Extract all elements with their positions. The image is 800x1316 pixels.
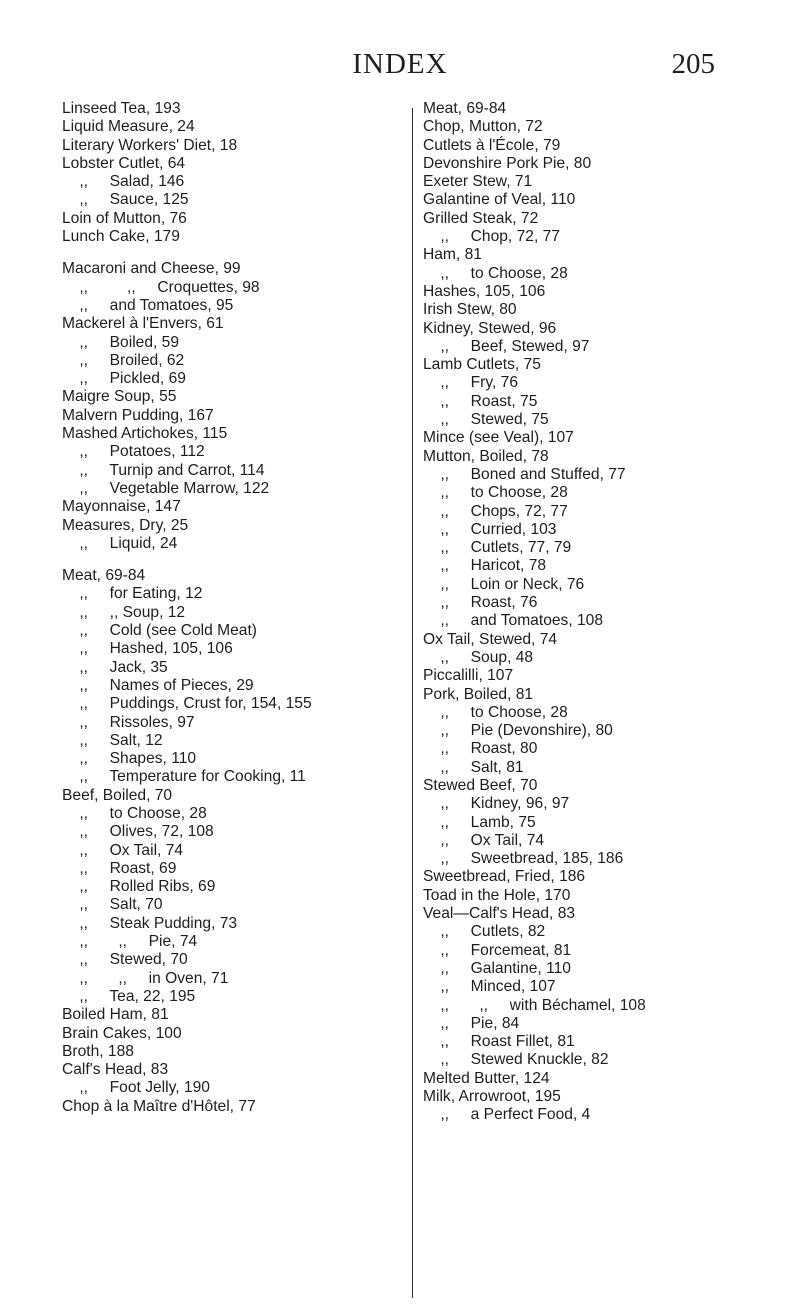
index-entry: ,, Curried, 103 (423, 520, 557, 538)
index-entry: ,, Pickled, 69 (62, 370, 186, 388)
index-entry: Linseed Tea, 193 (62, 100, 181, 117)
index-entry: Melted Butter, 124 (423, 1069, 550, 1087)
index-entry: ,, Vegetable Marrow, 122 (62, 479, 270, 497)
index-entry: ,, ,, Croquettes, 98 (62, 278, 260, 296)
index-entry: ,, Roast Fillet, 81 (423, 1033, 575, 1051)
index-entry: ,, Hashed, 105, 106 (62, 640, 233, 658)
index-entry: Macaroni and Cheese, 99 (62, 260, 241, 278)
index-entry: ,, to Choose, 28 (423, 264, 568, 282)
index-entry: ,, Jack, 35 (62, 658, 168, 676)
index-entry: ,, Ox Tail, 74 (423, 831, 545, 849)
index-entry: Mince (see Veal), 107 (423, 429, 574, 447)
index-entry: ,, to Choose, 28 (423, 703, 568, 721)
index-entry: ,, Cutlets, 82 (423, 923, 546, 941)
index-entry: ,, Turnip and Carrot, 114 (62, 461, 265, 479)
index-entry: Beef, Boiled, 70 (62, 786, 173, 804)
column-divider (412, 108, 413, 1298)
index-entry: Ham, 81 (423, 246, 482, 264)
index-entry: Lunch Cake, 179 (62, 228, 180, 246)
index-entry: ,, Names of Pieces, 29 (62, 676, 254, 694)
index-entry: Milk, Arrowroot, 195 (423, 1088, 561, 1106)
index-entry: Piccalilli, 107 (423, 667, 514, 685)
index-entry: ,, Stewed, 70 (62, 951, 188, 969)
index-entry: ,, ,, Pie, 74 (62, 933, 198, 951)
index-entry: ,, Pie, 84 (423, 1014, 520, 1032)
page-title: INDEX (352, 48, 448, 80)
index-entry: ,, and Tomatoes, 108 (423, 612, 604, 630)
index-entry: Meat, 69-84 (62, 567, 146, 585)
index-entry: Chop à la Maître d'Hôtel, 77 (62, 1097, 256, 1115)
index-entry: ,, Stewed Knuckle, 82 (423, 1051, 609, 1069)
index-entry: ,, Puddings, Crust for, 154, 155 (62, 695, 312, 713)
index-entry: Kidney, Stewed, 96 (423, 319, 557, 337)
index-entry: ,, to Choose, 28 (62, 804, 207, 822)
index-entry: Sweetbread, Fried, 186 (423, 868, 586, 886)
index-entry: Liquid Measure, 24 (62, 118, 195, 136)
index-entry: Exeter Stew, 71 (423, 173, 533, 191)
index-entry: Maigre Soup, 55 (62, 388, 177, 406)
index-entry: ,, Kidney, 96, 97 (423, 795, 570, 813)
index-entry: ,, Boiled, 59 (62, 333, 180, 351)
index-entry: Hashes, 105, 106 (423, 282, 546, 300)
index-entry: ,, Lamb, 75 (423, 813, 536, 831)
index-entry: Broth, 188 (62, 1042, 134, 1060)
index-entry: ,, ,, in Oven, 71 (62, 969, 229, 987)
index-entry: ,, Chops, 72, 77 (423, 502, 568, 520)
index-entry: Pork, Boiled, 81 (423, 685, 534, 703)
index-entry: Mutton, Boiled, 78 (423, 447, 549, 465)
index-entry: ,, Haricot, 78 (423, 557, 547, 575)
index-entry: ,, Soup, 48 (423, 648, 534, 666)
index-entry: ,, Salt, 12 (62, 731, 163, 749)
index-entry: Chop, Mutton, 72 (423, 118, 543, 136)
index-entry: ,, ,, with Béchamel, 108 (423, 996, 646, 1014)
index-entry: ,, Ox Tail, 74 (62, 841, 184, 859)
index-entry: ,, Salad, 146 (62, 173, 185, 191)
index-entry: Mayonnaise, 147 (62, 498, 181, 516)
right-index-column (423, 100, 773, 1125)
index-entry: ,, Roast, 75 (423, 392, 538, 410)
index-entry: ,, Foot Jelly, 190 (62, 1079, 210, 1097)
index-entry: ,, Salt, 81 (423, 758, 524, 776)
index-entry: Mashed Artichokes, 115 (62, 425, 228, 443)
index-entry: ,, Tea, 22, 195 (62, 987, 196, 1005)
index-entry: Measures, Dry, 25 (62, 516, 189, 534)
index-entry: ,, Rolled Ribs, 69 (62, 878, 216, 896)
page-header (0, 48, 800, 88)
index-entry: ,, Potatoes, 112 (62, 443, 205, 461)
page-number: 205 (671, 48, 715, 80)
index-entry: Loin of Mutton, 76 (62, 209, 187, 227)
index-entry: ,, Roast, 76 (423, 594, 538, 612)
index-entry: ,, and Tomatoes, 95 (62, 296, 234, 314)
index-entry: ,, to Choose, 28 (423, 484, 568, 502)
index-entry: ,, Stewed, 75 (423, 411, 549, 429)
index-entry: Irish Stew, 80 (423, 301, 517, 319)
index-entry: ,, Chop, 72, 77 (423, 228, 560, 246)
index-entry: Stewed Beef, 70 (423, 776, 538, 794)
index-entry: ,, Temperature for Cooking, 11 (62, 768, 306, 786)
index-entry: ,, a Perfect Food, 4 (423, 1106, 591, 1124)
index-entry: ,, Beef, Stewed, 97 (423, 337, 590, 355)
index-entry: Meat, 69-84 (423, 100, 507, 117)
index-entry: Mackerel à l'Envers, 61 (62, 315, 224, 333)
index-entry: ,, Sauce, 125 (62, 191, 189, 209)
index-entry: Lamb Cutlets, 75 (423, 356, 541, 374)
index-entry: Lobster Cutlet, 64 (62, 154, 186, 172)
index-entry: ,, Loin or Neck, 76 (423, 575, 585, 593)
index-entry: ,, Roast, 69 (62, 859, 177, 877)
index-entry: Cutlets à l'École, 79 (423, 136, 561, 154)
index-entry: Ox Tail, Stewed, 74 (423, 630, 558, 648)
index-entry: Boiled Ham, 81 (62, 1006, 169, 1024)
index-entry: ,, ,, Soup, 12 (62, 603, 186, 621)
index-entry: ,, Olives, 72, 108 (62, 823, 214, 841)
index-entry: ,, Shapes, 110 (62, 750, 197, 768)
index-entry: ,, Steak Pudding, 73 (62, 914, 238, 932)
index-entry: Toad in the Hole, 170 (423, 886, 571, 904)
index-entry: ,, for Eating, 12 (62, 585, 203, 603)
index-entry: ,, Liquid, 24 (62, 534, 178, 552)
index-entry: Malvern Pudding, 167 (62, 406, 214, 424)
index-entry: Calf's Head, 83 (62, 1061, 169, 1079)
index-entry: ,, Rissoles, 97 (62, 713, 195, 731)
index-entry: ,, Cutlets, 77, 79 (423, 539, 572, 557)
section-gap (62, 246, 402, 260)
index-entry: Galantine of Veal, 110 (423, 191, 576, 209)
index-entry: ,, Galantine, 110 (423, 959, 571, 977)
index-entry: ,, Forcemeat, 81 (423, 941, 572, 959)
index-entry: ,, Sweetbread, 185, 186 (423, 850, 624, 868)
index-entry: Devonshire Pork Pie, 80 (423, 154, 592, 172)
index-entry: ,, Minced, 107 (423, 978, 556, 996)
index-entry: ,, Broiled, 62 (62, 351, 185, 369)
index-entry: ,, Cold (see Cold Meat) (62, 622, 257, 640)
index-entry: Brain Cakes, 100 (62, 1024, 182, 1042)
index-entry: Literary Workers' Diet, 18 (62, 136, 238, 154)
index-entry: Grilled Steak, 72 (423, 209, 539, 227)
left-index-column (62, 100, 402, 1116)
index-entry: ,, Salt, 70 (62, 896, 163, 914)
index-entry: ,, Roast, 80 (423, 740, 538, 758)
index-entry: ,, Boned and Stuffed, 77 (423, 465, 626, 483)
index-entry: ,, Fry, 76 (423, 374, 519, 392)
index-entry: Veal—Calf's Head, 83 (423, 905, 576, 923)
index-entry: ,, Pie (Devonshire), 80 (423, 722, 613, 740)
section-gap (62, 553, 402, 567)
